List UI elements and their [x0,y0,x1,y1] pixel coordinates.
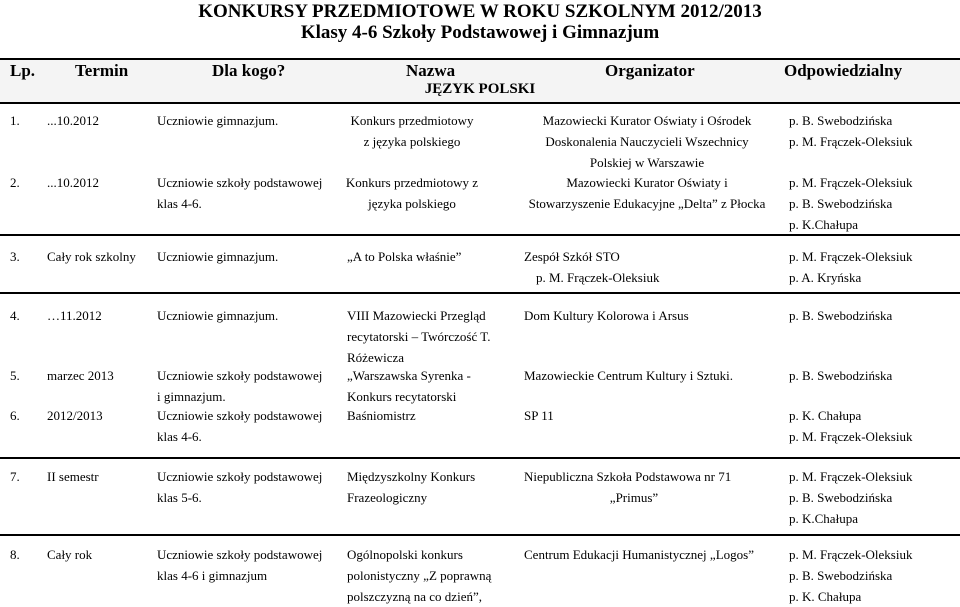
cell-odpowiedzialny: p. K.Chałupa [789,217,858,232]
cell-nazwa: języka polskiego [368,196,456,211]
cell-organizator: Polskiej w Warszawie [589,155,705,170]
header-nazwa: Nazwa [406,61,456,80]
cell-dla-kogo: klas 5-6. [157,490,202,505]
header-termin: Termin [75,61,129,80]
cell-dla-kogo: Uczniowie gimnazjum. [157,249,279,264]
cell-nazwa: „A to Polska właśnie” [347,249,462,264]
cell-termin: ...10.2012 [47,175,99,190]
cell-odpowiedzialny: p. B. Swebodzińska [789,368,893,383]
cell-nazwa: Konkurs przedmiotowy z [345,175,479,190]
cell-organizator: Centrum Edukacji Humanistycznej „Logos” [524,547,754,562]
cell-organizator: p. M. Frączek-Oleksiuk [536,270,660,285]
row-divider [0,534,960,536]
cell-dla-kogo: Uczniowie szkoły podstawowej [157,408,323,423]
cell-odpowiedzialny: p. M. Frączek-Oleksiuk [789,547,913,562]
cell-nazwa: recytatorski – Twórczość T. [347,329,491,344]
header-odpowiedzialny: Odpowiedzialny [784,61,903,80]
cell-nazwa: Konkurs przedmiotowy [350,113,474,128]
cell-odpowiedzialny: p. M. Frączek-Oleksiuk [789,175,913,190]
cell-dla-kogo: Uczniowie szkoły podstawowej [157,175,323,190]
cell-odpowiedzialny: p. A. Kryńska [789,270,862,285]
cell-lp: 7. [10,469,20,484]
cell-lp: 4. [10,308,20,323]
cell-dla-kogo: klas 4-6 i gimnazjum [157,568,268,583]
cell-nazwa: polszczyzną na co dzień”, [347,589,482,604]
cell-nazwa: Ogólnopolski konkurs [347,547,463,562]
cell-lp: 3. [10,249,20,264]
cell-lp: 8. [10,547,20,562]
section-title: JĘZYK POLSKI [424,81,536,97]
cell-lp: 1. [10,113,20,128]
title-line-2: Klasy 4-6 Szkoły Podstawowej i Gimnazjum [300,22,660,43]
header-organizator: Organizator [605,61,695,80]
cell-dla-kogo: Uczniowie gimnazjum. [157,308,279,323]
cell-dla-kogo: i gimnazjum. [157,389,226,404]
cell-nazwa: Różewicza [347,350,405,365]
row-divider [0,457,960,459]
title-line-1: KONKURSY PRZEDMIOTOWE W ROKU SZKOLNYM 2012/2013 [198,1,762,22]
cell-organizator: Zespół Szkół STO [524,249,620,264]
cell-nazwa: Międzyszkolny Konkurs [347,469,476,484]
cell-odpowiedzialny: p. M. Frączek-Oleksiuk [789,429,913,444]
cell-nazwa: Baśniomistrz [347,408,416,423]
cell-odpowiedzialny: p. M. Frączek-Oleksiuk [789,469,913,484]
cell-lp: 5. [10,368,20,383]
cell-odpowiedzialny: p. B. Swebodzińska [789,568,893,583]
cell-organizator: Mazowiecki Kurator Oświaty i [566,175,728,190]
cell-odpowiedzialny: p. K. Chałupa [789,589,862,604]
cell-odpowiedzialny: p. K.Chałupa [789,511,858,526]
cell-organizator: Mazowieckie Centrum Kultury i Sztuki. [524,368,734,383]
cell-lp: 2. [10,175,20,190]
cell-termin: …11.2012 [47,308,102,323]
cell-termin: II semestr [47,469,99,484]
cell-nazwa: Konkurs recytatorski [347,389,457,404]
cell-dla-kogo: klas 4-6. [157,196,202,211]
cell-dla-kogo: Uczniowie szkoły podstawowej [157,469,323,484]
cell-termin: ...10.2012 [47,113,99,128]
cell-odpowiedzialny: p. B. Swebodzińska [789,490,893,505]
cell-organizator: Dom Kultury Kolorowa i Arsus [524,308,689,323]
cell-termin: Cały rok szkolny [47,249,136,264]
cell-odpowiedzialny: p. M. Frączek-Oleksiuk [789,134,913,149]
cell-odpowiedzialny: p. B. Swebodzińska [789,113,893,128]
cell-organizator: Niepubliczna Szkoła Podstawowa nr 71 [524,469,732,484]
cell-dla-kogo: Uczniowie gimnazjum. [157,113,279,128]
cell-nazwa: Frazeologiczny [347,490,428,505]
cell-nazwa: polonistyczny „Z poprawną [347,568,492,583]
cell-termin: 2012/2013 [47,408,103,423]
header-dla-kogo: Dla kogo? [212,61,286,80]
cell-dla-kogo: Uczniowie szkoły podstawowej [157,547,323,562]
cell-odpowiedzialny: p. B. Swebodzińska [789,308,893,323]
cell-organizator: Doskonalenia Nauczycieli Wszechnicy [545,134,749,149]
cell-organizator: „Primus” [609,490,659,505]
cell-dla-kogo: klas 4-6. [157,429,202,444]
header-lp: Lp. [10,61,36,80]
cell-nazwa: „Warszawska Syrenka - [347,368,471,383]
cell-lp: 6. [10,408,20,423]
cell-odpowiedzialny: p. B. Swebodzińska [789,196,893,211]
cell-termin: marzec 2013 [47,368,114,383]
cell-termin: Cały rok [47,547,93,562]
cell-nazwa: z języka polskiego [363,134,461,149]
cell-dla-kogo: Uczniowie szkoły podstawowej [157,368,323,383]
cell-nazwa: VIII Mazowiecki Przegląd [347,308,486,323]
cell-organizator: Stowarzyszenie Edukacyjne „Delta” z Płocka [528,196,766,211]
cell-odpowiedzialny: p. M. Frączek-Oleksiuk [789,249,913,264]
cell-odpowiedzialny: p. K. Chałupa [789,408,862,423]
cell-organizator: SP 11 [524,408,554,423]
cell-organizator: Mazowiecki Kurator Oświaty i Ośrodek [542,113,752,128]
row-divider [0,292,960,294]
